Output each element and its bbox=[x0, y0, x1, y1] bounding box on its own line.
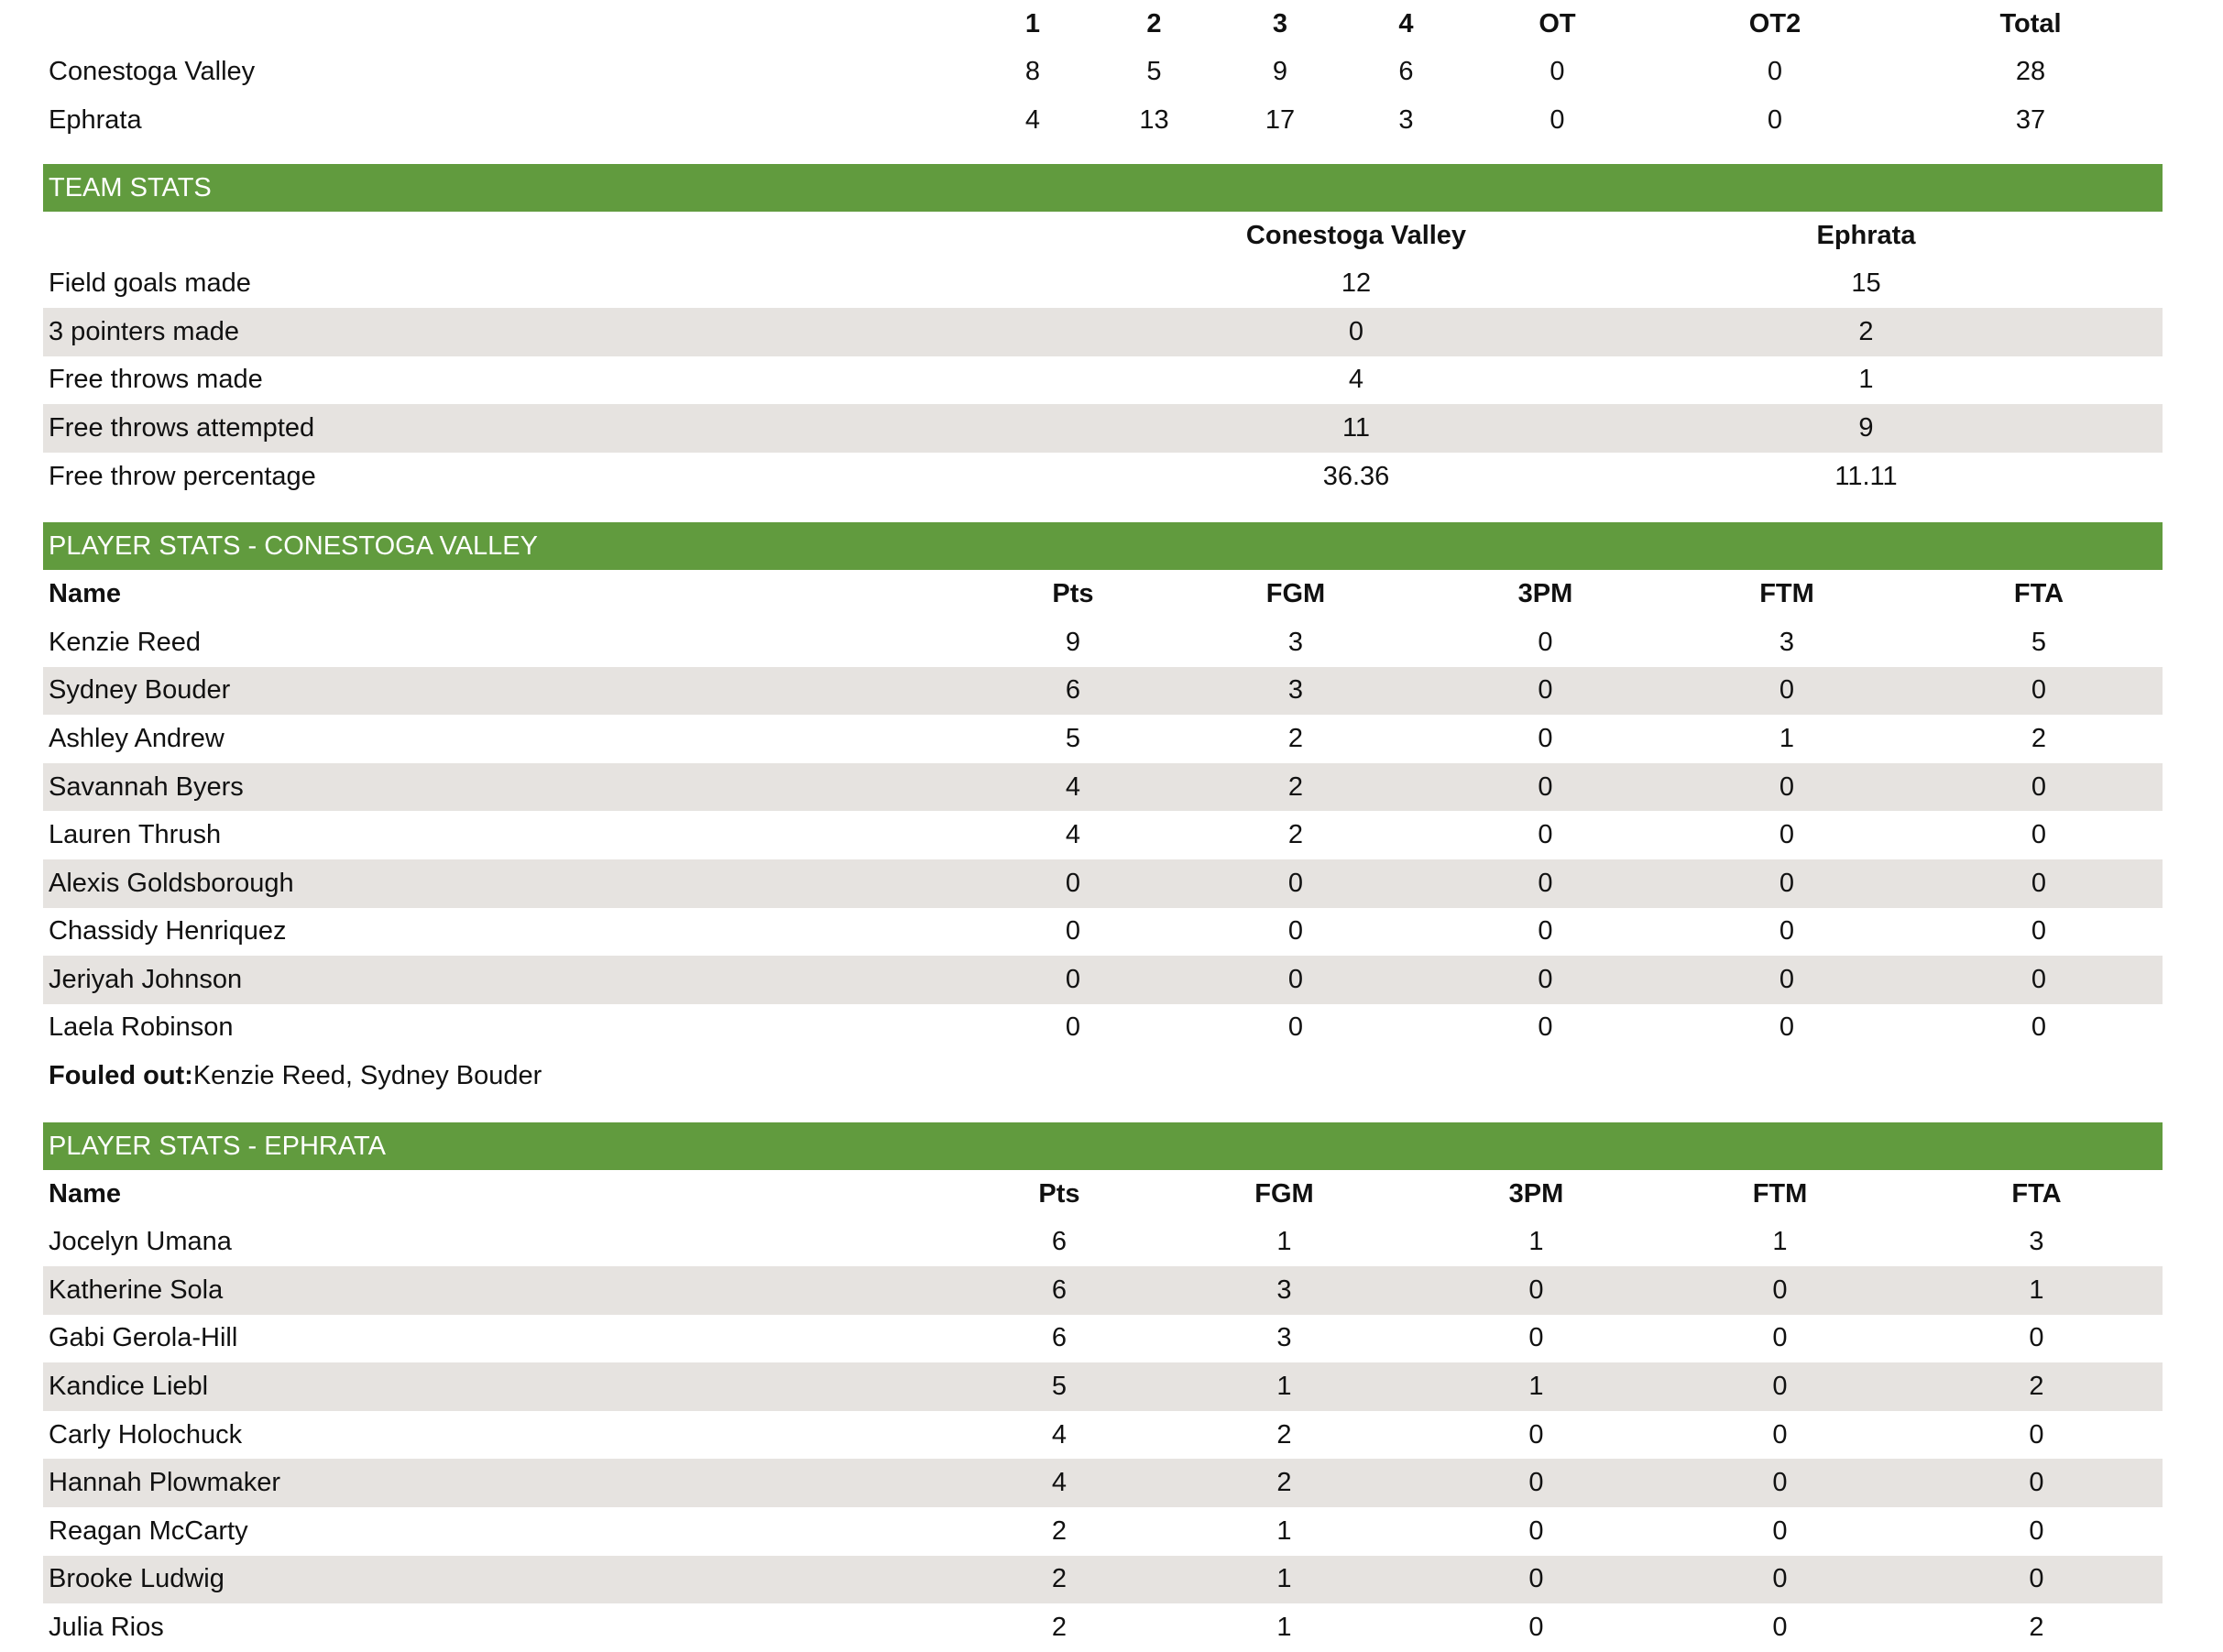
scoreboard-header-q2: 2 bbox=[1146, 8, 1162, 38]
ot-score: 0 bbox=[1550, 57, 1565, 87]
player-ftm: 0 bbox=[1779, 820, 1795, 850]
player-3pm: 0 bbox=[1528, 1613, 1544, 1643]
player-fgm: 2 bbox=[1276, 1419, 1292, 1450]
stat-value-conestoga-valley: 11 bbox=[1143, 404, 1570, 453]
eph-player-header-row bbox=[43, 1170, 2163, 1219]
stat-label: Field goals made bbox=[49, 268, 251, 299]
player-pts: 5 bbox=[973, 1362, 1145, 1411]
player-name: Savannah Byers bbox=[43, 763, 987, 812]
player-fta: 0 bbox=[1911, 1459, 2163, 1507]
player-pts: 9 bbox=[1065, 627, 1081, 657]
stat-value-ephrata: 1 bbox=[1858, 365, 1874, 395]
player-fgm: 3 bbox=[1276, 1323, 1292, 1353]
stat-value-conestoga-valley: 4 bbox=[1348, 365, 1364, 395]
team-stat-row bbox=[43, 308, 2163, 356]
player-ftm: 0 bbox=[1649, 1362, 1911, 1411]
player-pts: 2 bbox=[1051, 1515, 1068, 1546]
player-fta: 0 bbox=[1915, 667, 2163, 716]
ot2-score: 0 bbox=[1767, 104, 1783, 135]
player-3pm: 1 bbox=[1423, 1362, 1649, 1411]
stat-label: Free throw percentage bbox=[49, 461, 316, 491]
section-spacer bbox=[43, 500, 2163, 522]
quarter-4-score: 3 bbox=[1398, 104, 1414, 135]
player-fgm: 1 bbox=[1276, 1613, 1292, 1643]
col-header-fgm: FGM bbox=[1254, 1178, 1314, 1209]
player-name: Sydney Bouder bbox=[43, 667, 987, 716]
player-3pm: 0 bbox=[1432, 956, 1659, 1004]
stat-value-conestoga-valley: 36.36 bbox=[1322, 461, 1390, 491]
quarter-1-score: 8 bbox=[1024, 57, 1041, 87]
player-fta: 0 bbox=[2029, 1323, 2044, 1353]
col-header-fta: FTA bbox=[2011, 1178, 2062, 1209]
team-stat-row bbox=[43, 356, 2163, 405]
quarter-3-score: 9 bbox=[1272, 57, 1288, 87]
player-fta: 0 bbox=[1915, 859, 2163, 908]
scoreboard-header-ot: OT bbox=[1539, 8, 1576, 38]
player-3pm: 1 bbox=[1528, 1227, 1544, 1257]
player-fta: 5 bbox=[2031, 627, 2047, 657]
player-fgm: 3 bbox=[1145, 1266, 1423, 1315]
player-ftm: 3 bbox=[1779, 627, 1795, 657]
player-name: Lauren Thrush bbox=[49, 820, 222, 850]
player-fta: 0 bbox=[2031, 916, 2047, 946]
player-name: Gabi Gerola-Hill bbox=[49, 1323, 238, 1353]
player-name: Ashley Andrew bbox=[49, 723, 224, 753]
player-pts: 4 bbox=[973, 1459, 1145, 1507]
team-stat-row bbox=[43, 259, 2163, 308]
col-header-3pm: 3PM bbox=[1517, 579, 1573, 609]
player-fta: 2 bbox=[1911, 1362, 2163, 1411]
player-name: Hannah Plowmaker bbox=[43, 1459, 973, 1507]
stat-label: 3 pointers made bbox=[43, 308, 1143, 356]
player-fgm: 3 bbox=[1287, 627, 1304, 657]
col-header-pts: Pts bbox=[1052, 579, 1094, 609]
player-row bbox=[43, 1004, 2163, 1053]
team-name: Conestoga Valley bbox=[49, 57, 256, 87]
player-fta: 1 bbox=[1911, 1266, 2163, 1315]
scoreboard-header-row bbox=[43, 0, 2163, 49]
player-pts: 4 bbox=[987, 763, 1159, 812]
player-row bbox=[43, 1315, 2163, 1363]
player-fgm: 1 bbox=[1276, 1515, 1292, 1546]
player-ftm: 0 bbox=[1772, 1323, 1788, 1353]
player-fgm: 2 bbox=[1159, 763, 1432, 812]
player-fta: 0 bbox=[1911, 1556, 2163, 1604]
player-row bbox=[43, 811, 2163, 859]
player-fta: 0 bbox=[2031, 1012, 2047, 1043]
player-fta: 3 bbox=[2029, 1227, 2044, 1257]
scoreboard-row-conestoga-valley bbox=[43, 49, 2163, 97]
player-fgm: 0 bbox=[1159, 956, 1432, 1004]
player-fgm: 2 bbox=[1287, 723, 1304, 753]
scoreboard-header-q3: 3 bbox=[1272, 8, 1288, 38]
eph-player-stats-heading: PLAYER STATS - EPHRATA bbox=[43, 1122, 2163, 1170]
player-fgm: 1 bbox=[1276, 1227, 1292, 1257]
player-ftm: 0 bbox=[1779, 916, 1795, 946]
scoreboard-header-ot2: OT2 bbox=[1748, 8, 1801, 38]
player-ftm: 0 bbox=[1772, 1419, 1788, 1450]
player-name: Carly Holochuck bbox=[49, 1419, 243, 1450]
player-fta: 0 bbox=[2031, 820, 2047, 850]
player-row bbox=[43, 1266, 2163, 1315]
stat-value-conestoga-valley: 0 bbox=[1143, 308, 1570, 356]
player-fgm: 1 bbox=[1145, 1362, 1423, 1411]
player-3pm: 0 bbox=[1538, 820, 1553, 850]
fouled-out-players: Kenzie Reed, Sydney Bouder bbox=[192, 1061, 542, 1091]
cv-player-stats-heading: PLAYER STATS - CONESTOGA VALLEY bbox=[43, 522, 2163, 570]
player-ftm: 0 bbox=[1649, 1556, 1911, 1604]
player-ftm: 0 bbox=[1659, 956, 1915, 1004]
player-ftm: 0 bbox=[1649, 1266, 1911, 1315]
player-row bbox=[43, 1507, 2163, 1556]
player-ftm: 0 bbox=[1659, 763, 1915, 812]
player-row bbox=[43, 1362, 2163, 1411]
cv-player-header-row bbox=[43, 570, 2163, 618]
player-row bbox=[43, 956, 2163, 1004]
player-pts: 0 bbox=[1065, 1012, 1081, 1043]
player-fgm: 0 bbox=[1159, 859, 1432, 908]
player-name: Kenzie Reed bbox=[49, 627, 202, 657]
player-ftm: 1 bbox=[1772, 1227, 1788, 1257]
col-header-name: Name bbox=[49, 1178, 121, 1209]
player-row bbox=[43, 667, 2163, 716]
section-spacer bbox=[43, 145, 2163, 164]
stat-value-ephrata: 15 bbox=[1851, 268, 1881, 299]
quarter-2-score: 5 bbox=[1146, 57, 1162, 87]
player-3pm: 0 bbox=[1538, 1012, 1553, 1043]
total-score: 28 bbox=[2015, 57, 2046, 87]
player-3pm: 0 bbox=[1538, 627, 1553, 657]
player-pts: 0 bbox=[987, 859, 1159, 908]
scoreboard-header-team bbox=[43, 0, 969, 49]
team-stats-header-ephrata: Ephrata bbox=[1816, 220, 1916, 250]
player-name: Kandice Liebl bbox=[43, 1362, 973, 1411]
player-ftm: 0 bbox=[1659, 859, 1915, 908]
team-stat-row bbox=[43, 404, 2163, 453]
cv-player-stats-table bbox=[43, 570, 2163, 1052]
ot2-score: 0 bbox=[1767, 57, 1783, 87]
player-pts: 5 bbox=[1065, 723, 1081, 753]
player-3pm: 0 bbox=[1423, 1459, 1649, 1507]
player-name: Jocelyn Umana bbox=[49, 1227, 232, 1257]
scoreboard-header-q4: 4 bbox=[1398, 8, 1414, 38]
scoreboard-header-q1: 1 bbox=[1024, 8, 1041, 38]
player-name: Brooke Ludwig bbox=[43, 1556, 973, 1604]
team-stats-header-label bbox=[43, 212, 1143, 260]
fouled-out-label: Fouled out: bbox=[49, 1061, 193, 1091]
player-fta: 0 bbox=[1915, 956, 2163, 1004]
player-fgm: 0 bbox=[1287, 916, 1304, 946]
player-row bbox=[43, 763, 2163, 812]
player-3pm: 0 bbox=[1538, 916, 1553, 946]
player-name: Reagan McCarty bbox=[49, 1515, 248, 1546]
player-pts: 6 bbox=[1051, 1323, 1068, 1353]
player-fta: 0 bbox=[1915, 763, 2163, 812]
player-fta: 2 bbox=[2031, 723, 2047, 753]
stat-label: Free throws attempted bbox=[43, 404, 1143, 453]
player-3pm: 0 bbox=[1432, 763, 1659, 812]
scoreboard-table bbox=[43, 0, 2163, 145]
quarter-1-score: 4 bbox=[1024, 104, 1041, 135]
eph-player-stats-table bbox=[43, 1170, 2163, 1652]
quarter-2-score: 13 bbox=[1139, 104, 1169, 135]
scoreboard-header-total: Total bbox=[1999, 8, 2062, 38]
player-fta: 2 bbox=[2029, 1613, 2044, 1643]
player-3pm: 0 bbox=[1538, 723, 1553, 753]
player-name: Jeriyah Johnson bbox=[43, 956, 987, 1004]
player-row bbox=[43, 1603, 2163, 1652]
quarter-4-score: 6 bbox=[1398, 57, 1414, 87]
player-ftm: 0 bbox=[1772, 1613, 1788, 1643]
player-fgm: 0 bbox=[1287, 1012, 1304, 1043]
stat-value-ephrata: 11.11 bbox=[1834, 461, 1898, 491]
stat-value-ephrata: 9 bbox=[1570, 404, 2163, 453]
player-row bbox=[43, 908, 2163, 957]
stat-value-ephrata: 2 bbox=[1570, 308, 2163, 356]
team-stats-header-conestoga-valley: Conestoga Valley bbox=[1245, 220, 1467, 250]
player-pts: 4 bbox=[1051, 1419, 1068, 1450]
player-row bbox=[43, 1459, 2163, 1507]
player-ftm: 0 bbox=[1772, 1515, 1788, 1546]
total-score: 37 bbox=[2015, 104, 2046, 135]
scoreboard-row-ephrata bbox=[43, 96, 2163, 145]
stat-label: Free throws made bbox=[49, 365, 263, 395]
player-fgm: 3 bbox=[1159, 667, 1432, 716]
team-stats-table bbox=[43, 212, 2163, 501]
player-pts: 4 bbox=[1065, 820, 1081, 850]
player-ftm: 0 bbox=[1779, 1012, 1795, 1043]
section-spacer bbox=[43, 1100, 2163, 1122]
player-row bbox=[43, 1218, 2163, 1266]
team-name: Ephrata bbox=[49, 104, 142, 135]
player-3pm: 0 bbox=[1528, 1515, 1544, 1546]
col-header-ftm: FTM bbox=[1752, 1178, 1808, 1209]
team-stat-row bbox=[43, 453, 2163, 501]
fouled-out-note bbox=[43, 1052, 2163, 1100]
player-pts: 2 bbox=[973, 1556, 1145, 1604]
player-ftm: 0 bbox=[1659, 667, 1915, 716]
player-3pm: 0 bbox=[1432, 859, 1659, 908]
player-ftm: 1 bbox=[1779, 723, 1795, 753]
col-header-fta: FTA bbox=[2013, 579, 2064, 609]
player-3pm: 0 bbox=[1528, 1419, 1544, 1450]
player-name: Julia Rios bbox=[49, 1613, 164, 1643]
team-stats-header-row bbox=[43, 212, 2163, 260]
player-pts: 6 bbox=[973, 1266, 1145, 1315]
player-3pm: 0 bbox=[1528, 1323, 1544, 1353]
col-header-3pm: 3PM bbox=[1508, 1178, 1564, 1209]
player-name: Alexis Goldsborough bbox=[43, 859, 987, 908]
col-header-fgm: FGM bbox=[1265, 579, 1326, 609]
col-header-pts: Pts bbox=[1038, 1178, 1080, 1209]
player-row bbox=[43, 1556, 2163, 1604]
team-stats-heading: TEAM STATS bbox=[43, 164, 2163, 212]
player-3pm: 0 bbox=[1423, 1556, 1649, 1604]
player-fgm: 2 bbox=[1145, 1459, 1423, 1507]
quarter-3-score: 17 bbox=[1265, 104, 1296, 135]
player-row bbox=[43, 618, 2163, 667]
player-3pm: 0 bbox=[1423, 1266, 1649, 1315]
player-fgm: 2 bbox=[1287, 820, 1304, 850]
ot-score: 0 bbox=[1550, 104, 1565, 135]
player-pts: 0 bbox=[987, 956, 1159, 1004]
col-header-ftm: FTM bbox=[1759, 579, 1814, 609]
player-fta: 0 bbox=[2029, 1515, 2044, 1546]
stat-value-conestoga-valley: 12 bbox=[1341, 268, 1372, 299]
col-header-name: Name bbox=[49, 579, 121, 609]
player-name: Chassidy Henriquez bbox=[49, 916, 287, 946]
player-row bbox=[43, 859, 2163, 908]
player-pts: 0 bbox=[1065, 916, 1081, 946]
player-pts: 6 bbox=[987, 667, 1159, 716]
player-name: Katherine Sola bbox=[43, 1266, 973, 1315]
player-3pm: 0 bbox=[1432, 667, 1659, 716]
player-row bbox=[43, 1411, 2163, 1460]
player-ftm: 0 bbox=[1649, 1459, 1911, 1507]
player-pts: 2 bbox=[1051, 1613, 1068, 1643]
player-name: Laela Robinson bbox=[49, 1012, 234, 1043]
box-score-page bbox=[43, 0, 2163, 1652]
player-fgm: 1 bbox=[1145, 1556, 1423, 1604]
player-pts: 6 bbox=[1051, 1227, 1068, 1257]
player-fta: 0 bbox=[2029, 1419, 2044, 1450]
player-row bbox=[43, 715, 2163, 763]
